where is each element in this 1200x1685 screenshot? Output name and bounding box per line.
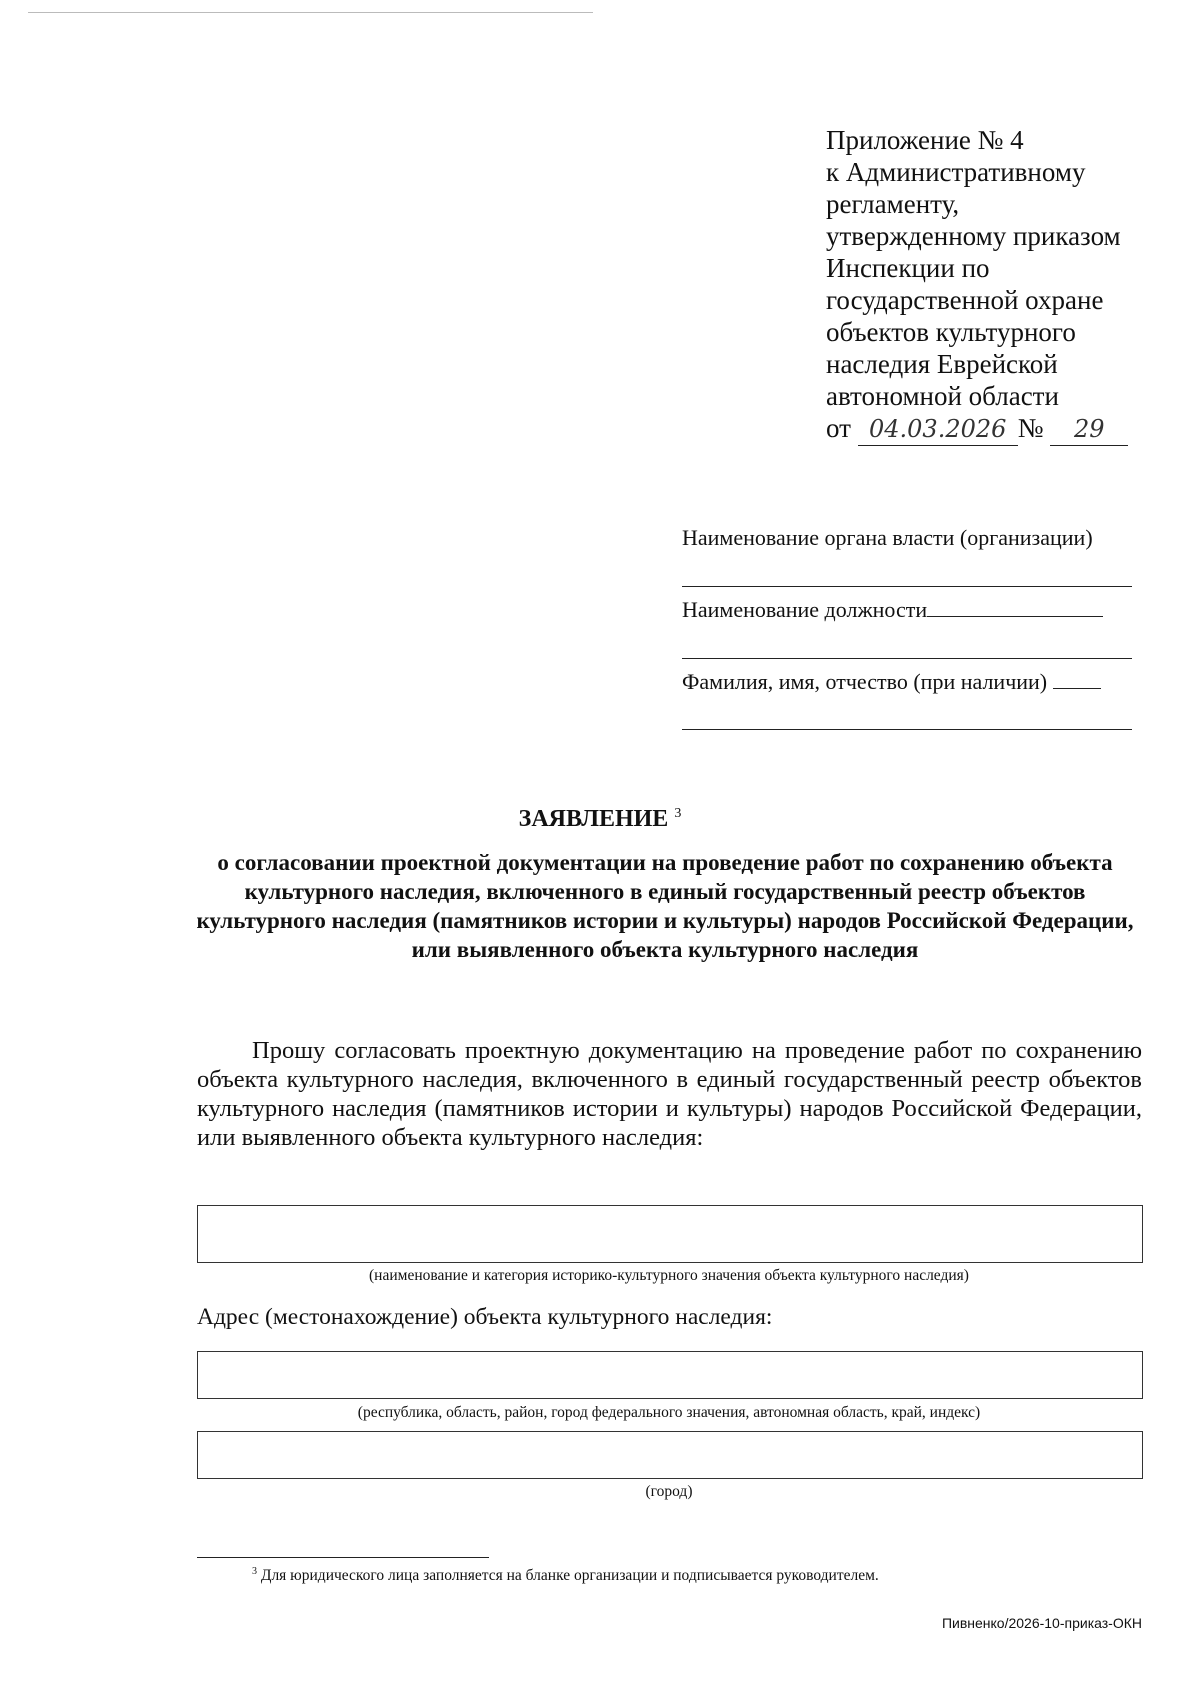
region-field[interactable] (197, 1351, 1143, 1399)
handwritten-date: 04.03.2026 (858, 413, 1018, 446)
appendix-block (826, 124, 1156, 446)
city-caption: (город) (645, 1483, 693, 1500)
position-label: Наименование должности (682, 597, 928, 622)
appendix-line: к Административному (826, 157, 1086, 187)
document-id: Пивненко/2026-10-приказ-ОКН (941, 1615, 1142, 1631)
date-prefix: от (826, 413, 851, 443)
footnote-separator (197, 1557, 489, 1558)
organization-fill-line (682, 586, 1132, 587)
object-name-caption: (наименование и категория историко-культурного значения объекта культурного наследия) (369, 1267, 969, 1284)
position-fill-line (927, 596, 1103, 617)
fullname-fill-line (1053, 668, 1101, 689)
appendix-date-row (826, 412, 1156, 446)
footnote-mark: 3 (252, 1566, 257, 1577)
position-fill-line-2 (682, 658, 1132, 659)
number-prefix: № (1017, 413, 1044, 443)
organization-label: Наименование органа власти (организации) (682, 525, 1093, 550)
appendix-line: регламенту, (826, 189, 960, 219)
document-subtitle: о согласовании проектной документации на проведение работ по сохранению объекта культурного наследия, включенного в единый государственный реестр объектов культурного наследия (памятников истории и культуры) народов Российской Федерации, или выявленного объекта культурного наследия (196, 850, 1134, 962)
title-text: ЗАЯВЛЕНИЕ (518, 806, 669, 832)
request-paragraph: Прошу согласовать проектную документацию на проведение работ по сохранению объекта культурного наследия, включенного в единый государственный реестр объектов культурного наследия (памятников истории и культуры) народов Российской Федерации, или выявленного объекта культурного наследия: (197, 1037, 1142, 1151)
scan-edge-line (28, 12, 593, 13)
title-footnote-mark: 3 (674, 806, 682, 821)
appendix-line: утвержденному приказом (826, 221, 1121, 251)
fullname-label: Фамилия, имя, отчество (при наличии) (682, 669, 1048, 694)
fullname-fill-line-2 (682, 729, 1132, 730)
appendix-line: Инспекции по (826, 253, 990, 283)
position-row (682, 596, 1134, 624)
fullname-row (682, 668, 1134, 696)
footnote-text: Для юридического лица заполняется на бланке организации и подписывается руководителем. (260, 1567, 879, 1585)
appendix-line: государственной охране (826, 285, 1104, 315)
appendix-line: Приложение № 4 (826, 125, 1024, 155)
object-name-field[interactable] (197, 1205, 1143, 1263)
appendix-line: автономной области (826, 381, 1059, 411)
address-label: Адрес (местонахождение) объекта культурного наследия: (197, 1304, 773, 1330)
document-title (150, 806, 1050, 833)
footnote (252, 1566, 879, 1585)
appendix-line: наследия Еврейской (826, 349, 1058, 379)
handwritten-number: 29 (1050, 413, 1128, 446)
appendix-line: объектов культурного (826, 317, 1076, 347)
city-field[interactable] (197, 1431, 1143, 1479)
region-caption: (республика, область, район, город федерального значения, автономная область, край, индекс) (357, 1404, 981, 1421)
